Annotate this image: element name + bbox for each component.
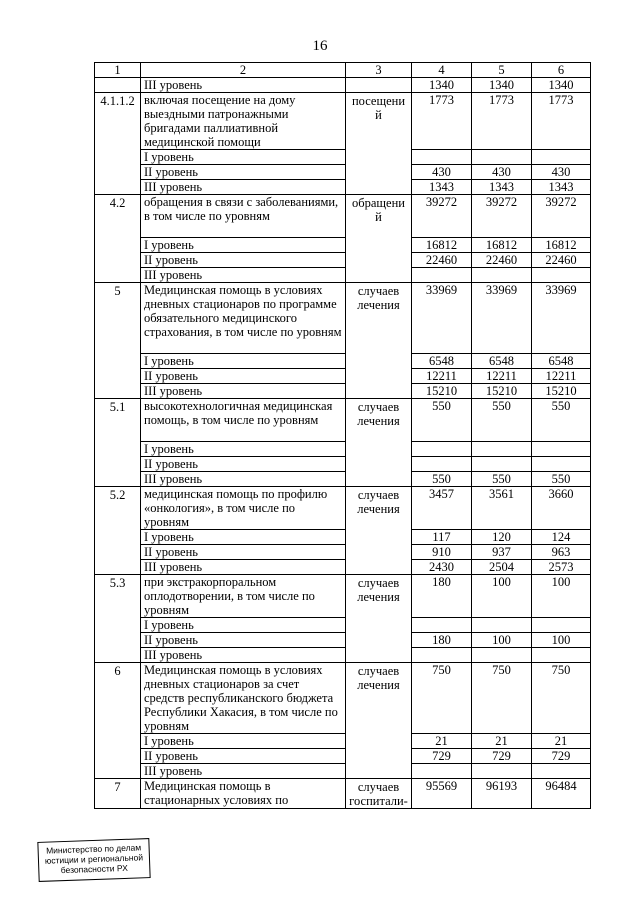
table-row [95, 663, 591, 734]
value-cell-v4: 39272 [412, 195, 472, 238]
row-description: II уровень [141, 545, 346, 560]
row-description: III уровень [141, 472, 346, 487]
value-cell-v6 [532, 268, 591, 283]
row-unit: случаев лечения [346, 283, 412, 399]
table-row [95, 779, 591, 809]
value-cell-v4 [412, 268, 472, 283]
value-cell-v6: 550 [532, 399, 591, 442]
row-code [95, 78, 141, 93]
value-cell-v4: 1340 [412, 78, 472, 93]
value-cell-v6: 963 [532, 545, 591, 560]
value-cell-v4: 180 [412, 575, 472, 618]
value-cell-v6: 100 [532, 633, 591, 648]
row-description: III уровень [141, 648, 346, 663]
row-description: I уровень [141, 530, 346, 545]
value-cell-v6: 22460 [532, 253, 591, 268]
value-cell-v6: 430 [532, 165, 591, 180]
value-cell-v5: 550 [472, 399, 532, 442]
row-unit: случаев лечения [346, 399, 412, 487]
row-description: Медицинская помощь в стационарных условиях по [141, 779, 346, 809]
value-cell-v5: 12211 [472, 369, 532, 384]
value-cell-v4 [412, 457, 472, 472]
table-row [95, 648, 591, 663]
row-description: I уровень [141, 354, 346, 369]
value-cell-v6: 12211 [532, 369, 591, 384]
table-row [95, 560, 591, 575]
data-table [94, 62, 591, 809]
table-row [95, 78, 591, 93]
page-number: 16 [312, 38, 328, 54]
row-description: III уровень [141, 560, 346, 575]
row-code: 6 [95, 663, 141, 779]
value-cell-v6: 21 [532, 734, 591, 749]
row-description: III уровень [141, 78, 346, 93]
value-cell-v6 [532, 648, 591, 663]
value-cell-v4: 1343 [412, 180, 472, 195]
value-cell-v6: 39272 [532, 195, 591, 238]
table-row [95, 472, 591, 487]
value-cell-v5 [472, 457, 532, 472]
column-header: 1 [95, 63, 141, 78]
row-description: I уровень [141, 150, 346, 165]
value-cell-v5: 937 [472, 545, 532, 560]
row-description: обращения в связи с заболеваниями, в том числе по уровням [141, 195, 346, 238]
value-cell-v4: 910 [412, 545, 472, 560]
row-description: III уровень [141, 268, 346, 283]
value-cell-v5: 729 [472, 749, 532, 764]
value-cell-v6: 1340 [532, 78, 591, 93]
value-cell-v5: 6548 [472, 354, 532, 369]
table-row [95, 618, 591, 633]
value-cell-v6: 96484 [532, 779, 591, 809]
value-cell-v6: 1773 [532, 93, 591, 150]
value-cell-v5: 1343 [472, 180, 532, 195]
value-cell-v4: 550 [412, 472, 472, 487]
value-cell-v6: 2573 [532, 560, 591, 575]
value-cell-v5: 550 [472, 472, 532, 487]
table-row [95, 442, 591, 457]
stamp-line: юстиции и региональной [44, 852, 144, 866]
table-row [95, 238, 591, 253]
value-cell-v5 [472, 618, 532, 633]
table-row [95, 545, 591, 560]
row-unit: случаев лечения [346, 663, 412, 779]
row-description: I уровень [141, 618, 346, 633]
table-row [95, 150, 591, 165]
value-cell-v4: 15210 [412, 384, 472, 399]
row-description: II уровень [141, 749, 346, 764]
value-cell-v4 [412, 150, 472, 165]
column-header: 3 [346, 63, 412, 78]
value-cell-v5 [472, 648, 532, 663]
value-cell-v6 [532, 150, 591, 165]
table-row [95, 165, 591, 180]
value-cell-v6: 16812 [532, 238, 591, 253]
value-cell-v5: 33969 [472, 283, 532, 354]
row-unit: случаев госпитали- [346, 779, 412, 809]
value-cell-v4 [412, 618, 472, 633]
value-cell-v4: 430 [412, 165, 472, 180]
table-row [95, 195, 591, 238]
table-row [95, 734, 591, 749]
row-description: Медицинская помощь в условиях дневных стационаров за счет средств республиканского бюджета Республики Хакасия, в том числе по уровням [141, 663, 346, 734]
table-row [95, 487, 591, 530]
value-cell-v5: 1340 [472, 78, 532, 93]
value-cell-v6 [532, 764, 591, 779]
value-cell-v5: 22460 [472, 253, 532, 268]
value-cell-v4: 21 [412, 734, 472, 749]
value-cell-v4: 117 [412, 530, 472, 545]
table-row [95, 253, 591, 268]
stamp-line: безопасности РХ [60, 862, 128, 876]
table-row [95, 764, 591, 779]
value-cell-v6 [532, 442, 591, 457]
value-cell-v6: 100 [532, 575, 591, 618]
table-row [95, 749, 591, 764]
value-cell-v4: 6548 [412, 354, 472, 369]
row-code: 7 [95, 779, 141, 809]
value-cell-v5 [472, 268, 532, 283]
table-row [95, 457, 591, 472]
table-row [95, 633, 591, 648]
row-description: высокотехнологичная медицинская помощь, в том числе по уровням [141, 399, 346, 442]
value-cell-v4: 12211 [412, 369, 472, 384]
row-code: 5.3 [95, 575, 141, 663]
value-cell-v6: 750 [532, 663, 591, 734]
value-cell-v4: 729 [412, 749, 472, 764]
row-description: III уровень [141, 764, 346, 779]
value-cell-v5: 1773 [472, 93, 532, 150]
value-cell-v5: 16812 [472, 238, 532, 253]
row-description: II уровень [141, 633, 346, 648]
ministry-stamp [37, 838, 150, 882]
row-unit: случаев лечения [346, 575, 412, 663]
value-cell-v6: 124 [532, 530, 591, 545]
table-row [95, 268, 591, 283]
column-header: 6 [532, 63, 591, 78]
value-cell-v4: 3457 [412, 487, 472, 530]
row-description: при экстракорпоральном оплодотворении, в том числе по уровням [141, 575, 346, 618]
value-cell-v5: 96193 [472, 779, 532, 809]
stamp-line: Министерство по делам [45, 842, 142, 856]
table-row [95, 369, 591, 384]
row-unit [346, 78, 412, 93]
row-unit: посещений [346, 93, 412, 195]
row-description: I уровень [141, 734, 346, 749]
value-cell-v6: 33969 [532, 283, 591, 354]
row-code: 4.2 [95, 195, 141, 283]
value-cell-v6: 15210 [532, 384, 591, 399]
row-code: 4.1.1.2 [95, 93, 141, 195]
value-cell-v4: 16812 [412, 238, 472, 253]
row-description: III уровень [141, 384, 346, 399]
value-cell-v4: 750 [412, 663, 472, 734]
row-code: 5.2 [95, 487, 141, 575]
value-cell-v5 [472, 442, 532, 457]
table-row [95, 399, 591, 442]
value-cell-v6: 729 [532, 749, 591, 764]
value-cell-v5: 2504 [472, 560, 532, 575]
row-unit: случаев лечения [346, 487, 412, 575]
value-cell-v5: 21 [472, 734, 532, 749]
value-cell-v5: 100 [472, 575, 532, 618]
row-description: II уровень [141, 165, 346, 180]
column-header: 2 [141, 63, 346, 78]
value-cell-v6: 3660 [532, 487, 591, 530]
value-cell-v6 [532, 457, 591, 472]
table-row [95, 384, 591, 399]
row-unit: обращений [346, 195, 412, 283]
value-cell-v4 [412, 648, 472, 663]
table-row [95, 180, 591, 195]
row-description: II уровень [141, 369, 346, 384]
value-cell-v5: 430 [472, 165, 532, 180]
table-row [95, 575, 591, 618]
value-cell-v6: 6548 [532, 354, 591, 369]
row-description: включая посещение на дому выездными патронажными бригадами паллиативной медицинской помощи [141, 93, 346, 150]
value-cell-v4: 2430 [412, 560, 472, 575]
value-cell-v5: 100 [472, 633, 532, 648]
value-cell-v5: 39272 [472, 195, 532, 238]
value-cell-v5: 3561 [472, 487, 532, 530]
value-cell-v4: 180 [412, 633, 472, 648]
value-cell-v6: 550 [532, 472, 591, 487]
value-cell-v4: 22460 [412, 253, 472, 268]
column-header: 5 [472, 63, 532, 78]
row-code: 5 [95, 283, 141, 399]
row-description: III уровень [141, 180, 346, 195]
value-cell-v4: 1773 [412, 93, 472, 150]
value-cell-v5 [472, 764, 532, 779]
value-cell-v4 [412, 764, 472, 779]
table-row [95, 354, 591, 369]
row-code: 5.1 [95, 399, 141, 487]
value-cell-v6: 1343 [532, 180, 591, 195]
header-row [95, 63, 591, 78]
row-description: I уровень [141, 442, 346, 457]
row-description: II уровень [141, 457, 346, 472]
table-row [95, 530, 591, 545]
value-cell-v4: 95569 [412, 779, 472, 809]
table-row [95, 93, 591, 150]
value-cell-v5 [472, 150, 532, 165]
column-header: 4 [412, 63, 472, 78]
value-cell-v4: 33969 [412, 283, 472, 354]
value-cell-v6 [532, 618, 591, 633]
table-row [95, 283, 591, 354]
value-cell-v5: 15210 [472, 384, 532, 399]
row-description: медицинская помощь по профилю «онкология», в том числе по уровням [141, 487, 346, 530]
value-cell-v5: 750 [472, 663, 532, 734]
row-description: Медицинская помощь в условиях дневных стационаров по программе обязательного медицинского страхования, в том числе по уровням [141, 283, 346, 354]
row-description: II уровень [141, 253, 346, 268]
value-cell-v4: 550 [412, 399, 472, 442]
value-cell-v4 [412, 442, 472, 457]
row-description: I уровень [141, 238, 346, 253]
value-cell-v5: 120 [472, 530, 532, 545]
